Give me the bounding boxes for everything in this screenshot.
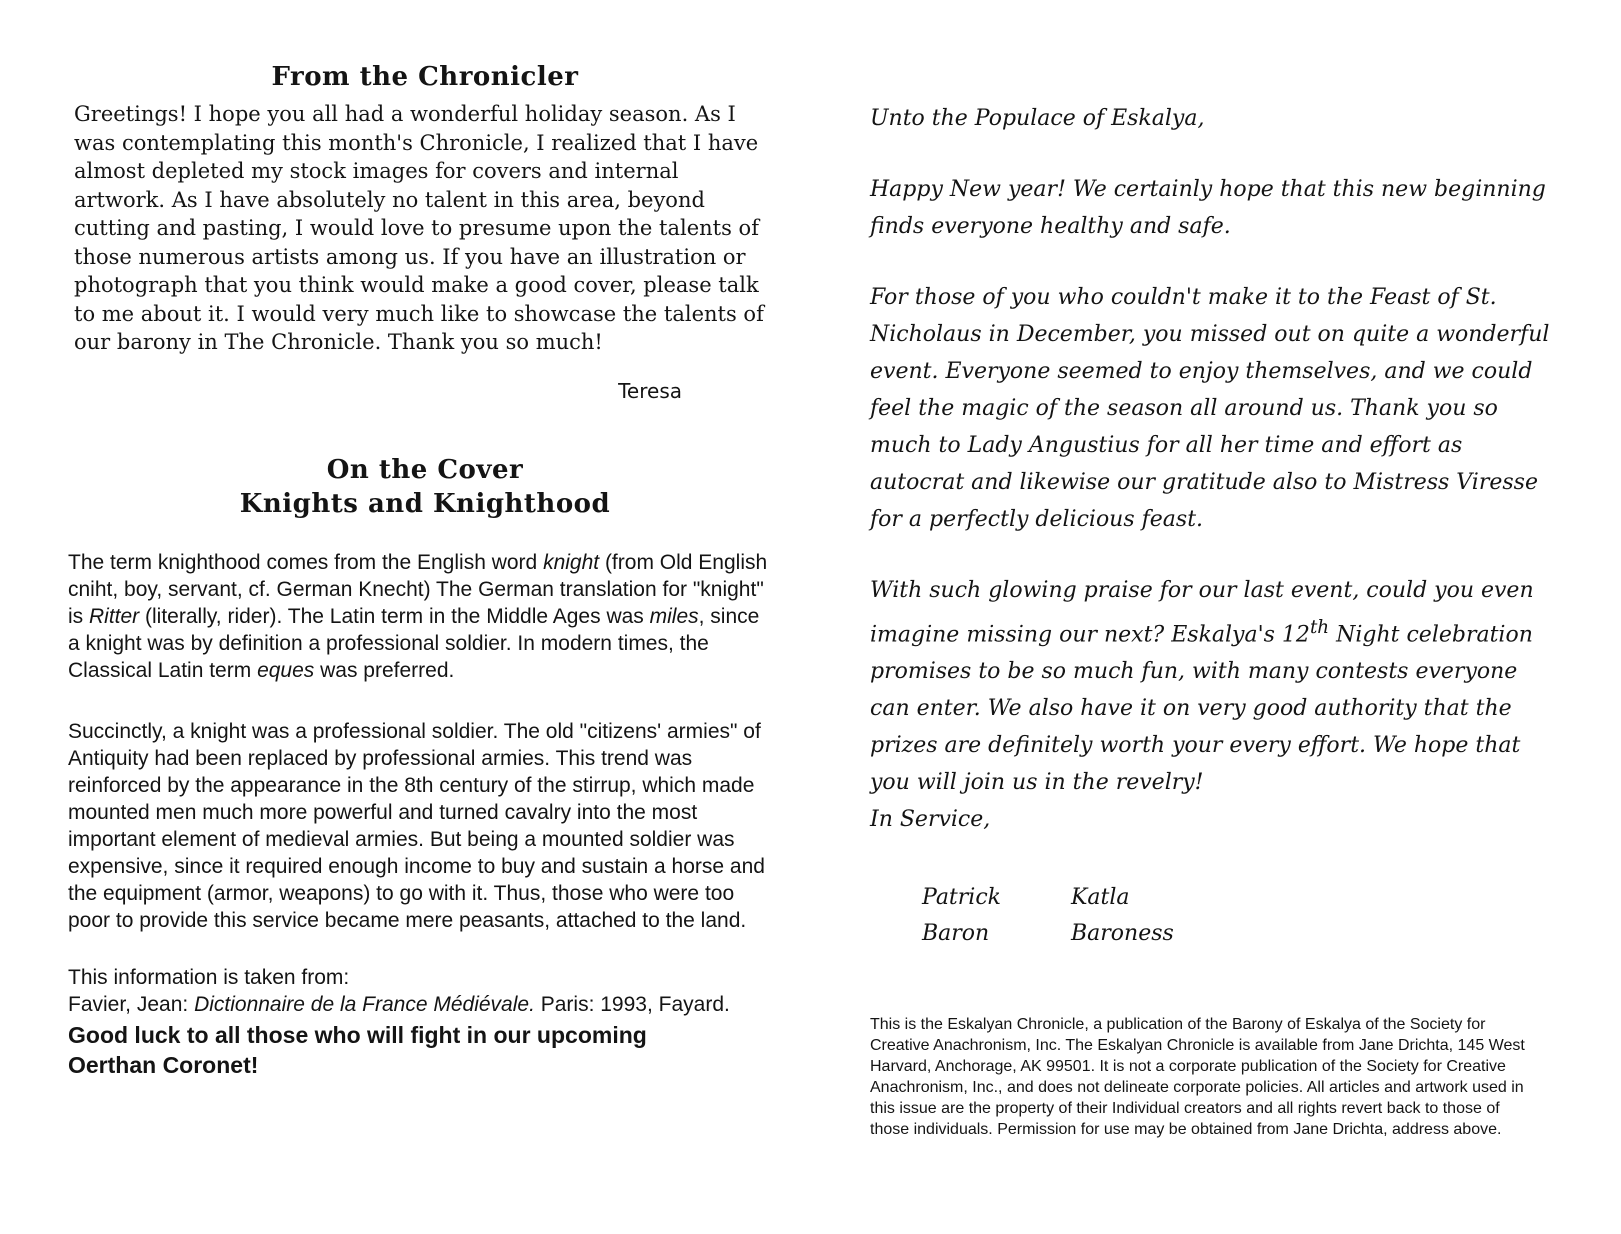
source-title: Dictionnaire de la France Médiévale. xyxy=(194,992,535,1016)
signature-baron-title: Baron xyxy=(922,921,990,947)
signature-baron-name: Patrick xyxy=(922,885,1001,911)
cover-p1-text-2: (from Old English cniht, boy, servant, cf. German Knecht) The German translation for "knight" is xyxy=(68,550,768,628)
signature-baron xyxy=(922,880,1001,952)
cover-p1-italic-4: eques xyxy=(257,658,315,682)
cover-article xyxy=(68,549,768,1018)
left-page xyxy=(60,60,790,1080)
letter-paragraph-1: Happy New year! We certainly hope that this new beginning finds everyone healthy and safe. xyxy=(870,177,1546,239)
source-publisher: Paris: 1993, Fayard. xyxy=(534,992,730,1016)
letter-p3-text-2: Night celebration promises to be so much fun, with many contests everyone can enter. We also have it on very good authority that the prizes are definitely worth your every effort. We hope that you will join us in the revelry! xyxy=(870,622,1533,796)
cover-p1-italic-2: Ritter xyxy=(89,604,140,628)
letter-paragraph-2: For those of you who couldn't make it to the Feast of St. Nicholaus in December, you missed out on quite a wonderful event. Everyone seemed to enjoy themselves, and we could feel the magic of the season all around us. Thank you so much to Lady Angustius for all her time and effort as autocrat and likewise our gratitude also to Mistress Viresse for a perfectly delicious feast. xyxy=(870,285,1550,532)
right-page xyxy=(870,100,1560,1140)
letter-salutation: Unto the Populace of Eskalya, xyxy=(870,106,1205,131)
letter-closing: In Service, xyxy=(870,807,991,833)
signature-baroness-title: Baroness xyxy=(1070,921,1174,947)
cover-p1-italic-1: knight xyxy=(543,550,600,574)
chronicler-signoff: Teresa xyxy=(618,378,682,403)
cover-p1-text-3: (literally, rider). The Latin term in the Middle Ages was xyxy=(139,604,650,628)
source-reference xyxy=(68,991,768,1018)
letter-paragraph-3 xyxy=(870,572,1560,801)
letter-p3-superscript: th xyxy=(1309,617,1330,638)
source-author: Favier, Jean: xyxy=(68,992,195,1016)
source-citation xyxy=(68,964,768,1018)
cover-subheading: Knights and Knighthood xyxy=(239,488,611,519)
signatures xyxy=(922,880,1560,952)
cover-p1-text-4: , since a knight was by definition a professional soldier. In modern times, the Classical Latin term xyxy=(68,604,760,682)
signature-baroness xyxy=(1071,880,1174,952)
chronicler-letter: Greetings! I hope you all had a wonderful holiday season. As I was contemplating this month's Chronicle, I realized that I have almost depleted my stock images for covers and internal artwork. As I have absolutely no talent in this area, beyond cutting and pasting, I would love to presume upon the talents of those numerous artists among us. If you have an illustration or photograph that you think would make a good cover, please talk to me about it. I would very much like to showcase the talents of our barony in The Chronicle. Thank you so much! xyxy=(74,102,764,354)
cover-paragraph-2: Succinctly, a knight was a professional soldier. The old "citizens' armies" of Antiquity had been replaced by professional armies. This trend was reinforced by the appearance in the 8th century of the stirrup, which made mounted men much more powerful and turned cavalry into the most important element of medieval armies. But being a mounted soldier was expensive, since it required enough income to buy and sustain a horse and the equipment (armor, weapons) to go with it. Thus, those who were too poor to provide this service became mere peasants, attached to the land. xyxy=(68,719,765,932)
publication-disclaimer: This is the Eskalyan Chronicle, a publication of the Barony of Eskalya of the Society for Creative Anachronism, Inc. The Eskalyan Chronicle is available from Jane Drichta, 145 West Harvard, Anchorage, AK 99501. It is not a corporate publication of the Society for Creative Anachronism, Inc., and does not delineate corporate policies. All articles and artwork used in this issue are the property of their Individual creators and all rights revert back to those of those individuals. Permission for use may be obtained from Jane Drichta, address above. xyxy=(870,1016,1525,1139)
cover-p1-text-5: was preferred. xyxy=(314,658,455,682)
cover-p1-text-1: The term knighthood comes from the English word xyxy=(68,550,544,574)
good-luck-message: Good luck to all those who will fight in our upcoming Oerthan Coronet! xyxy=(68,1021,647,1078)
cover-p1-italic-3: miles xyxy=(649,604,699,628)
chronicler-heading: From the Chronicler xyxy=(271,62,579,92)
signature-baroness-name: Katla xyxy=(1070,885,1130,911)
cover-paragraph-1 xyxy=(68,549,768,684)
source-intro: This information is taken from: xyxy=(68,965,350,989)
cover-heading: On the Cover xyxy=(326,454,524,485)
letter-p3-text-1: With such glowing praise for our last event, could you even imagine missing our next? Eskalya's 12 xyxy=(870,578,1534,648)
